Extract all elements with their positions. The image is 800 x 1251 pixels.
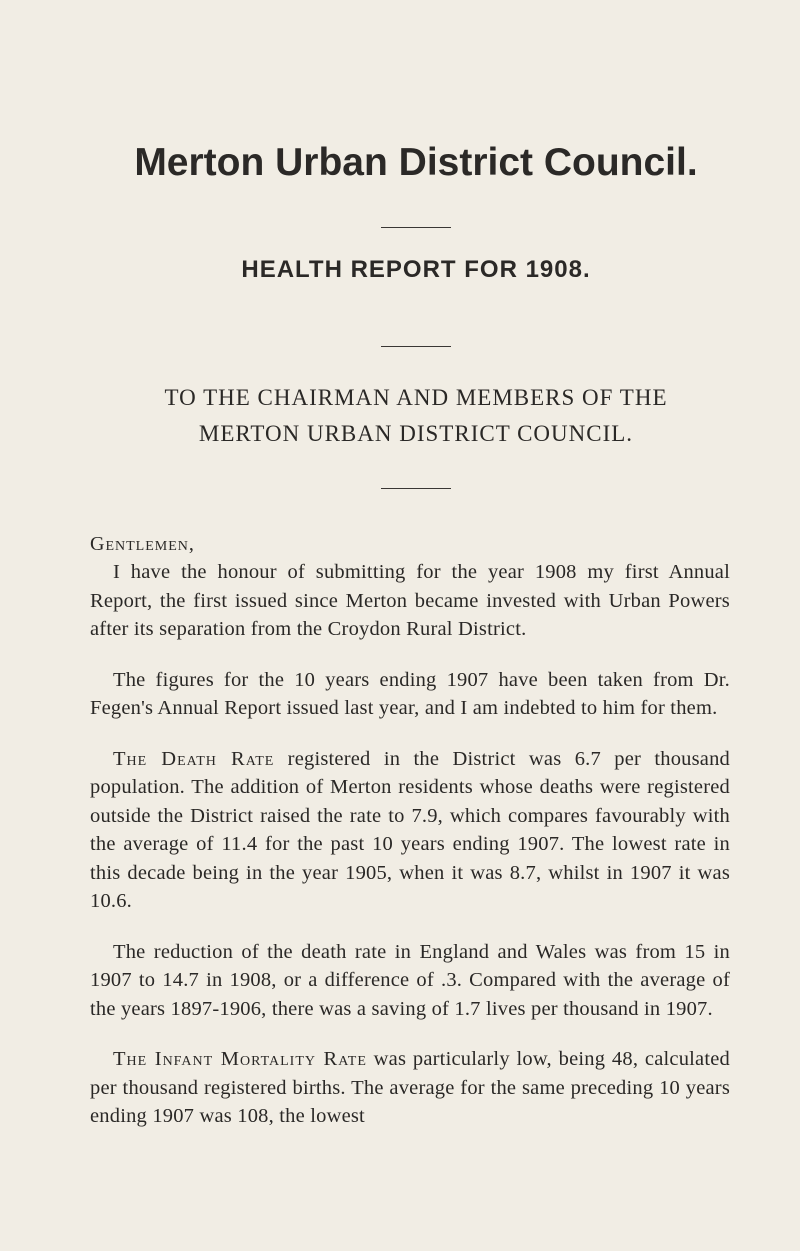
address-block: [102, 380, 730, 452]
paragraph: [90, 666, 730, 723]
paragraph-text: registered in the District was 6.7 per thousand population. The addition of Merton residents whose deaths were registered outside the District raised the rate to 7.9, which compares favourably with the average of 11.4 for the past 10 years ending 1907. The lowest rate in this decade being in the year 1905, when it was 8.7, whilst in 1907 it was 10.6.: [90, 747, 730, 912]
divider-rule: [381, 227, 451, 228]
salutation: Gentlemen,: [90, 533, 195, 555]
divider-rule: [381, 488, 451, 489]
paragraph: [90, 745, 730, 916]
paragraph-text: The reduction of the death rate in England and Wales was from 15 in 1907 to 14.7 in 1908, or a difference of .3. Compared with the average of the years 1897-1906, there was a saving of 1.7 lives per thousand in 1907.: [90, 940, 730, 1020]
paragraph-text: I have the honour of submitting for the year 1908 my first Annual Report, the first issued since Merton became invested with Urban Powers after its separation from the Croydon Rural District.: [90, 561, 730, 640]
paragraph-lead: The Death Rate: [113, 747, 275, 770]
paragraph-text: The figures for the 10 years ending 1907 have been taken from Dr. Fegen's Annual Report issued last year, and I am indebted to him for them.: [90, 668, 730, 719]
divider-rule: [381, 346, 451, 347]
paragraph-lead: The Infant Mortality Rate: [113, 1048, 367, 1070]
address-line: MERTON URBAN DISTRICT COUNCIL.: [198, 421, 634, 446]
address-line: TO THE CHAIRMAN AND MEMBERS OF THE: [164, 385, 668, 410]
council-title: Merton Urban District Council.: [134, 141, 698, 184]
paragraph: [90, 1045, 730, 1131]
paragraph: [90, 938, 730, 1024]
report-subtitle: HEALTH REPORT FOR 1908.: [241, 256, 591, 283]
paragraph-text: was particularly low, being 48, calculated per thousand registered births. The average for the same preceding 10 years ending 1907 was 108, the lowest: [90, 1048, 730, 1127]
paragraph: [90, 558, 730, 644]
